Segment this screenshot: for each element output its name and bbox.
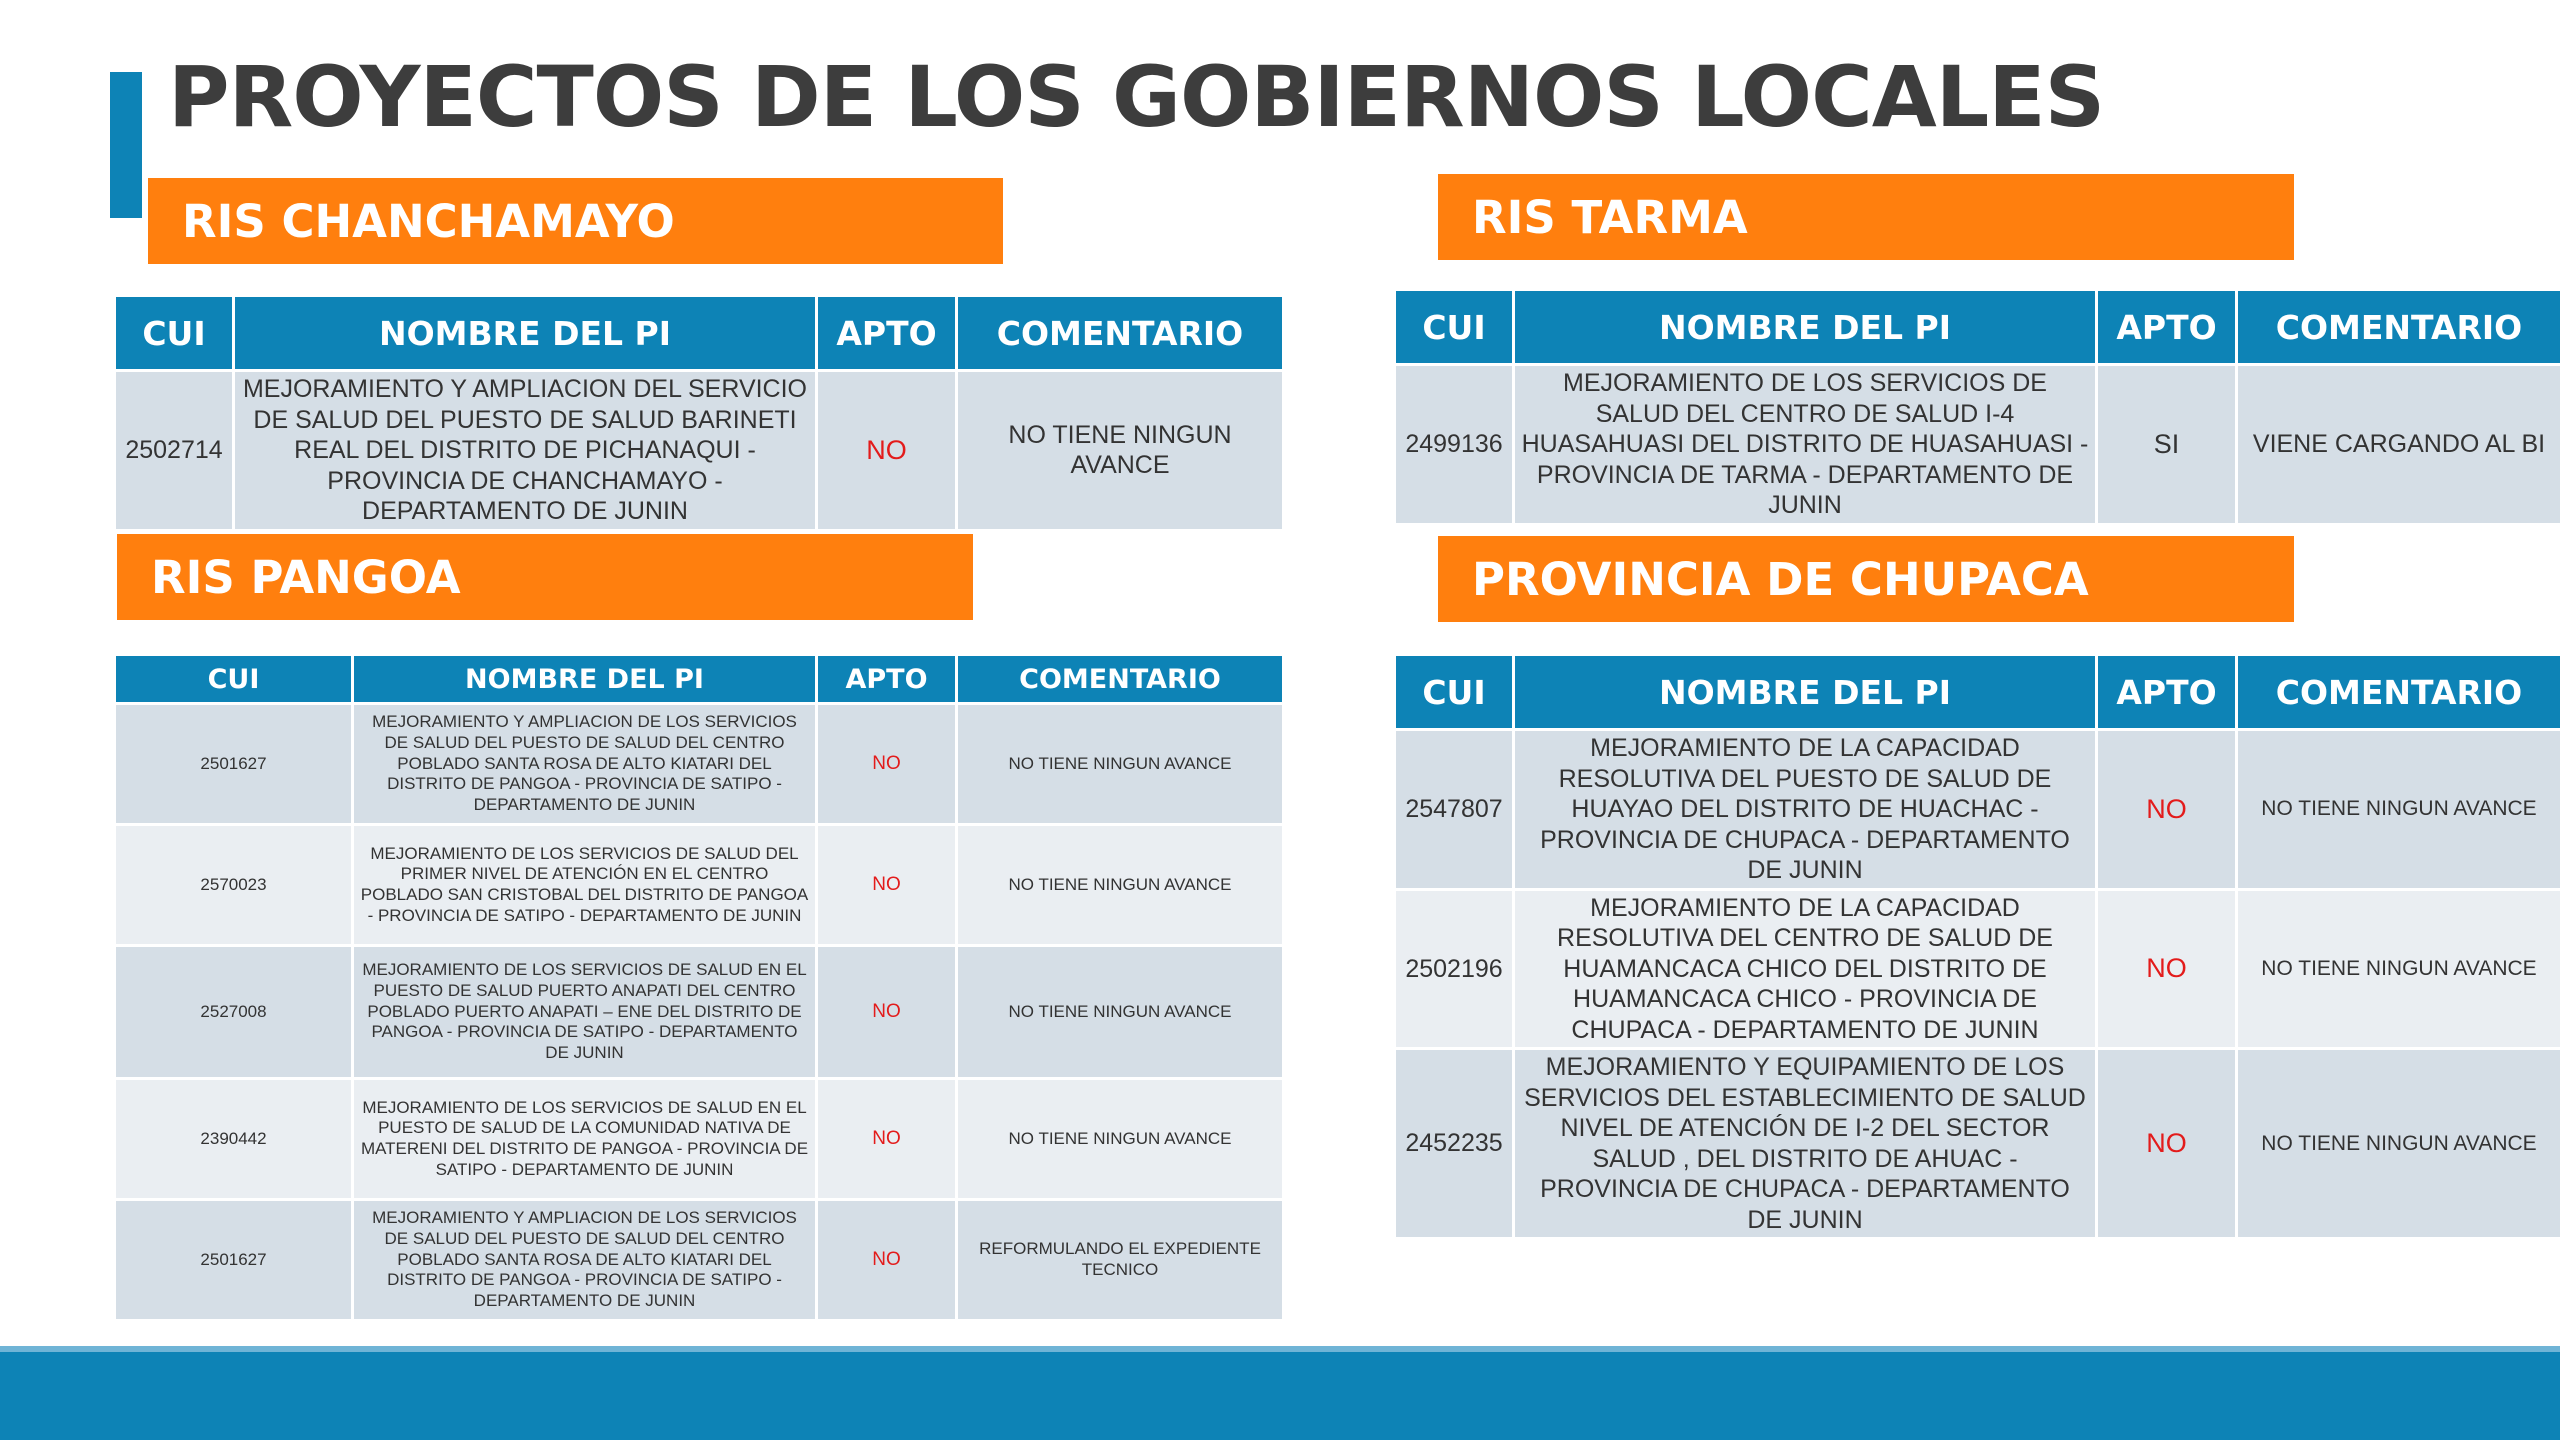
table-row bbox=[116, 372, 1282, 529]
header-cui: CUI bbox=[116, 656, 351, 702]
cell-nombre: MEJORAMIENTO DE LA CAPACIDAD RESOLUTIVA DEL CENTRO DE SALUD DE HUAMANCACA CHICO DEL DISTRITO DE HUAMANCACA CHICO - PROVINCIA DE CHUPACA - DEPARTAMENTO DE JUNIN bbox=[1515, 891, 2095, 1048]
cell-cui: 2501627 bbox=[116, 705, 351, 823]
table-header-row bbox=[116, 297, 1282, 369]
cell-apto: NO bbox=[818, 705, 955, 823]
header-nombre: NOMBRE DEL PI bbox=[354, 656, 815, 702]
cell-apto: NO bbox=[818, 1080, 955, 1198]
cell-apto: SI bbox=[2098, 366, 2235, 523]
banner-ris-pangoa: RIS PANGOA bbox=[117, 534, 973, 620]
cell-comentario: NO TIENE NINGUN AVANCE bbox=[958, 372, 1282, 529]
header-comentario: COMENTARIO bbox=[2238, 656, 2560, 728]
table-row bbox=[1396, 1050, 2560, 1237]
table-header-row bbox=[116, 656, 1282, 702]
header-cui: CUI bbox=[1396, 291, 1512, 363]
banner-provincia-chupaca: PROVINCIA DE CHUPACA bbox=[1438, 536, 2294, 622]
cell-cui: 2502714 bbox=[116, 372, 232, 529]
header-nombre: NOMBRE DEL PI bbox=[235, 297, 815, 369]
table-provincia-chupaca bbox=[1393, 653, 2560, 1240]
cell-apto: NO bbox=[818, 372, 955, 529]
cell-comentario: VIENE CARGANDO AL BI bbox=[2238, 366, 2560, 523]
title-accent-bar bbox=[110, 72, 142, 218]
cell-nombre: MEJORAMIENTO Y AMPLIACION DE LOS SERVICIOS DE SALUD DEL PUESTO DE SALUD DEL CENTRO POBLADO SANTA ROSA DE ALTO KIATARI DEL DISTRITO DE PANGOA - PROVINCIA DE SATIPO - DEPARTAMENTO DE JUNIN bbox=[354, 1201, 815, 1319]
header-apto: APTO bbox=[2098, 291, 2235, 363]
cell-cui: 2527008 bbox=[116, 947, 351, 1077]
header-nombre: NOMBRE DEL PI bbox=[1515, 656, 2095, 728]
cell-nombre: MEJORAMIENTO DE LOS SERVICIOS DE SALUD DEL PRIMER NIVEL DE ATENCIÓN EN EL CENTRO POBLADO SAN CRISTOBAL DEL DISTRITO DE PANGOA - PROVINCIA DE SATIPO - DEPARTAMENTO DE JUNIN bbox=[354, 826, 815, 944]
cell-apto: NO bbox=[2098, 1050, 2235, 1237]
table-row bbox=[1396, 731, 2560, 888]
table-row bbox=[116, 1201, 1282, 1319]
header-cui: CUI bbox=[1396, 656, 1512, 728]
header-apto: APTO bbox=[2098, 656, 2235, 728]
page-title: PROYECTOS DE LOS GOBIERNOS LOCALES bbox=[168, 48, 2105, 146]
banner-ris-tarma: RIS TARMA bbox=[1438, 174, 2294, 260]
table-header-row bbox=[1396, 656, 2560, 728]
banner-ris-chanchamayo: RIS CHANCHAMAYO bbox=[148, 178, 1003, 264]
cell-apto: NO bbox=[2098, 891, 2235, 1048]
cell-cui: 2501627 bbox=[116, 1201, 351, 1319]
table-row bbox=[116, 705, 1282, 823]
cell-cui: 2499136 bbox=[1396, 366, 1512, 523]
table-row bbox=[1396, 366, 2560, 523]
cell-nombre: MEJORAMIENTO Y AMPLIACION DE LOS SERVICIOS DE SALUD DEL PUESTO DE SALUD DEL CENTRO POBLADO SANTA ROSA DE ALTO KIATARI DEL DISTRITO DE PANGOA - PROVINCIA DE SATIPO - DEPARTAMENTO DE JUNIN bbox=[354, 705, 815, 823]
table-header-row bbox=[1396, 291, 2560, 363]
cell-cui: 2547807 bbox=[1396, 731, 1512, 888]
table-row bbox=[116, 947, 1282, 1077]
cell-comentario: NO TIENE NINGUN AVANCE bbox=[958, 947, 1282, 1077]
cell-comentario: NO TIENE NINGUN AVANCE bbox=[2238, 731, 2560, 888]
cell-nombre: MEJORAMIENTO DE LA CAPACIDAD RESOLUTIVA DEL PUESTO DE SALUD DE HUAYAO DEL DISTRITO DE HUACHAC - PROVINCIA DE CHUPACA - DEPARTAMENTO DE JUNIN bbox=[1515, 731, 2095, 888]
header-nombre: NOMBRE DEL PI bbox=[1515, 291, 2095, 363]
cell-nombre: MEJORAMIENTO Y EQUIPAMIENTO DE LOS SERVICIOS DEL ESTABLECIMIENTO DE SALUD NIVEL DE ATENCIÓN DE I-2 DEL SECTOR SALUD , DEL DISTRITO DE AHUAC - PROVINCIA DE CHUPACA - DEPARTAMENTO DE JUNIN bbox=[1515, 1050, 2095, 1237]
cell-apto: NO bbox=[2098, 731, 2235, 888]
table-ris-chanchamayo bbox=[113, 294, 1285, 532]
cell-cui: 2390442 bbox=[116, 1080, 351, 1198]
header-cui: CUI bbox=[116, 297, 232, 369]
cell-nombre: MEJORAMIENTO DE LOS SERVICIOS DE SALUD DEL CENTRO DE SALUD I-4 HUASAHUASI DEL DISTRITO DE HUASAHUASI - PROVINCIA DE TARMA - DEPARTAMENTO DE JUNIN bbox=[1515, 366, 2095, 523]
cell-nombre: MEJORAMIENTO DE LOS SERVICIOS DE SALUD EN EL PUESTO DE SALUD PUERTO ANAPATI DEL CENTRO POBLADO PUERTO ANAPATI – ENE DEL DISTRITO DE PANGOA - PROVINCIA DE SATIPO - DEPARTAMENTO DE JUNIN bbox=[354, 947, 815, 1077]
table-ris-tarma bbox=[1393, 288, 2560, 526]
cell-nombre: MEJORAMIENTO DE LOS SERVICIOS DE SALUD EN EL PUESTO DE SALUD DE LA COMUNIDAD NATIVA DE MATERENI DEL DISTRITO DE PANGOA - PROVINCIA DE SATIPO - DEPARTAMENTO DE JUNIN bbox=[354, 1080, 815, 1198]
cell-apto: NO bbox=[818, 947, 955, 1077]
cell-comentario: REFORMULANDO EL EXPEDIENTE TECNICO bbox=[958, 1201, 1282, 1319]
header-comentario: COMENTARIO bbox=[958, 297, 1282, 369]
cell-cui: 2502196 bbox=[1396, 891, 1512, 1048]
table-row bbox=[116, 1080, 1282, 1198]
cell-comentario: NO TIENE NINGUN AVANCE bbox=[2238, 891, 2560, 1048]
header-apto: APTO bbox=[818, 656, 955, 702]
table-row bbox=[116, 826, 1282, 944]
table-row bbox=[1396, 891, 2560, 1048]
header-comentario: COMENTARIO bbox=[958, 656, 1282, 702]
cell-cui: 2570023 bbox=[116, 826, 351, 944]
cell-nombre: MEJORAMIENTO Y AMPLIACION DEL SERVICIO DE SALUD DEL PUESTO DE SALUD BARINETI REAL DEL DISTRITO DE PICHANAQUI - PROVINCIA DE CHANCHAMAYO - DEPARTAMENTO DE JUNIN bbox=[235, 372, 815, 529]
cell-comentario: NO TIENE NINGUN AVANCE bbox=[958, 705, 1282, 823]
header-comentario: COMENTARIO bbox=[2238, 291, 2560, 363]
table-ris-pangoa bbox=[113, 653, 1285, 1322]
cell-comentario: NO TIENE NINGUN AVANCE bbox=[2238, 1050, 2560, 1237]
cell-apto: NO bbox=[818, 826, 955, 944]
cell-apto: NO bbox=[818, 1201, 955, 1319]
cell-comentario: NO TIENE NINGUN AVANCE bbox=[958, 826, 1282, 944]
header-apto: APTO bbox=[818, 297, 955, 369]
footer-bar bbox=[0, 1352, 2560, 1440]
cell-cui: 2452235 bbox=[1396, 1050, 1512, 1237]
cell-comentario: NO TIENE NINGUN AVANCE bbox=[958, 1080, 1282, 1198]
